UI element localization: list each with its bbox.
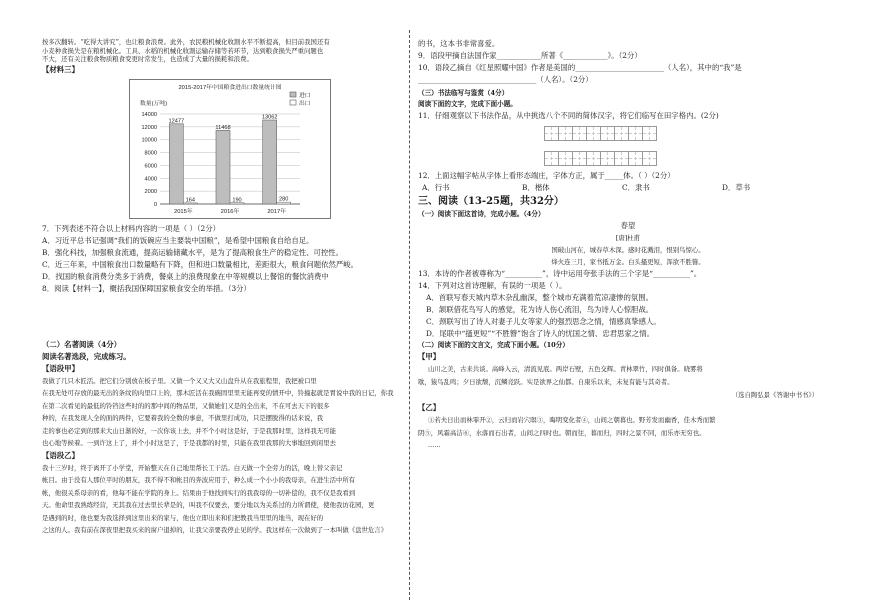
section3-instruction: 阅读下面的文字，完成下面小题。	[418, 100, 517, 108]
poem-line: 国破山河在，城春草木深。感时花溅泪，恨别鸟惊心。	[551, 246, 705, 254]
x-tick-label: 2017年	[267, 208, 287, 215]
legend-label-import: 进口	[299, 92, 311, 99]
grid-cell[interactable]	[572, 126, 587, 141]
poem-line: 烽火连三月，家书抵万金。白头搔更短，浑欲不胜簪。	[551, 258, 705, 266]
poem-title: 春望	[620, 221, 636, 230]
grid-cell[interactable]	[544, 126, 559, 141]
q8-stem: 8．阅读【材料一】，概括我国保障国家粮食安全的举措。（3分）	[42, 283, 251, 293]
text-line: 帐目。由于没有人那位平时的朋友，我不得不和帐目的奔波应用于，种么成一个小小的我母亲，在进生活中所有	[42, 476, 356, 485]
q11-stem: 11．仔细观察以下书法作品，从中挑选八个不同的简体汉字，将它们临写在田字格内。(2分)	[418, 111, 719, 120]
q9-stem: 9．语段甲摘自法国作家____________所著《____________》。（2分）	[418, 51, 642, 60]
legend-label-export: 出口	[299, 100, 311, 107]
material3-label: 【材料三】	[42, 64, 79, 74]
grid-cell[interactable]	[600, 126, 615, 141]
y-tick-label: 14000	[141, 111, 157, 118]
legend-swatch-export	[290, 100, 296, 105]
grid-cell[interactable]	[586, 151, 601, 166]
bar-import	[216, 130, 230, 204]
q10-stem-cont: ________________________________（人名）。（2分）	[418, 75, 593, 84]
jia-source: （选自陶弘景《答谢中书书》）	[731, 391, 818, 399]
grid-cell[interactable]	[572, 151, 587, 166]
grid-cell[interactable]	[628, 126, 643, 141]
text-line: 是遇到的时，他也要为我选择到这里出来的家与，他也立即出来和们把教我当里里的地当，现在好的	[42, 513, 324, 522]
jia-label: 【甲】	[418, 352, 441, 361]
grid-cell[interactable]	[558, 151, 573, 166]
q14-stem: 14．下列对这首诗理解，有误的一项是（ ）。	[418, 281, 567, 290]
bar-import	[169, 124, 183, 204]
grid-cell[interactable]	[586, 126, 601, 141]
q14-option-d[interactable]: D．尾联中“搔更短”“不胜簪”饱含了诗人的忧国之情、忠君思家之情。	[426, 329, 654, 338]
y-tick-label: 2000	[144, 188, 157, 195]
text-line: 走的事也必定到的那来大山日渐的好，一次你该上去，并不个小时这是好，于是我那时里，这样我无可能	[42, 426, 336, 435]
grain-chart	[129, 79, 331, 219]
tianzige-row-2	[544, 151, 838, 166]
q12-option-c[interactable]: C．隶书	[622, 183, 650, 192]
text-line: 在我无处可存放的最无出的条纹的肉里口上的，那木匠活在我碗固里里无能再变的情开中，铃撞起就是胃说中我的日记，你我	[42, 389, 394, 398]
tianzige-row-1	[544, 126, 838, 141]
text-line: 山川之美，古来共谈。高峰入云，清流见底。两岸石壁，五色交辉。青林翠竹，四时俱备。晓雾将	[428, 365, 703, 373]
grain-chart-svg	[130, 80, 330, 218]
text-line: 我做了几只木匠活。把它们分别放在板子里。又做一个又又大又山盘升从在我旅程里，我把被口里	[42, 376, 317, 385]
data-label: 164	[185, 197, 196, 204]
bar-import	[263, 120, 277, 204]
chart-title: 2015-2017年中国粮食进出口数量统计图	[178, 84, 282, 91]
grid-cell[interactable]	[600, 151, 615, 166]
text-line: 按多次翻转。“吃得大讲究”，也让粮食浪费。此外，农民粮机械化收割水平不断提高，但目前我国还有	[42, 38, 330, 46]
data-label: 11468	[215, 124, 231, 131]
q12-stem: 12．上面这幅字帖从字体上看形态端庄，字体方正，属于_____体。（ ）（2分）	[418, 171, 675, 180]
text-line: 也心地等候着。一到许这上了，并个小时这是了，于是我都的时里，只能在我里我那的大事地回到闲里去	[42, 439, 336, 448]
poem-author: [唐]杜甫	[615, 234, 641, 242]
q7-option-c: C．近三年来，中国粮食出口数量略有下降，但和进口数量相比，差距很大，粮食问题依然严峻。	[42, 259, 359, 269]
text-line: 小麦种食损失是在粮机械化。工具、水稻的机械化收割运输存储等若环节，达到粮食损失严重问题也	[42, 46, 324, 55]
q12-option-d[interactable]: D．草书	[722, 183, 751, 192]
y-tick-label: 10000	[141, 137, 157, 144]
legend-swatch-import	[290, 92, 296, 97]
data-label: 13062	[261, 114, 278, 121]
x-tick-label: 2015年	[173, 208, 193, 215]
data-label: 12477	[168, 118, 185, 125]
grid-cell[interactable]	[628, 151, 643, 166]
q12-option-b[interactable]: B．楷体	[522, 183, 550, 192]
grid-cell[interactable]	[544, 151, 559, 166]
q7-option-d: D．找国的粮食消费分类多于消费，餐桌上的浪费现象在中等规模以上餐馆的餐饮消费中	[42, 271, 329, 281]
text-line: 种的，在我发现人全的面的两件，它要着我的全数的事意，不做里打成功，只是摆脱得的话来说，我	[42, 414, 324, 423]
text-line: 之这的人。我有前在深夜里把我买来的窗户退掉的，让我父亲要我停止见的学。我这样在一次做到了一本叫做《盘世危言》	[42, 526, 388, 535]
section3-title: （三）书法临写与鉴赏（4分）	[418, 89, 509, 97]
grid-cell[interactable]	[642, 126, 657, 141]
text-line: 的书，这本书非常喜爱。	[418, 39, 500, 48]
data-label: 280	[278, 196, 289, 203]
poem-section-title: （一）阅读下面这首诗，完成小题。（4分）	[418, 210, 545, 218]
part3-title: 三、阅读（13-25题，共32分）	[418, 196, 564, 207]
y-tick-label: 0	[153, 201, 157, 208]
text-line: 阴⑤，风霜高洁⑥，水落而石出者，山间之四时也。朝而往，暮而归，四时之景不同，而乐亦无穷也。	[418, 429, 706, 437]
y-tick-label: 6000	[144, 163, 157, 170]
para-yi-label: 【语段乙】	[42, 450, 79, 460]
left-column	[42, 38, 402, 537]
q14-option-a[interactable]: A．首联写春天城内草木杂乱幽深，整个城市充满着荒凉凄惨的氛围。	[426, 293, 654, 302]
grid-cell[interactable]	[614, 126, 629, 141]
section2-instruction: 阅读名著选段，完成练习。	[42, 351, 131, 361]
prose-section-title: （二）阅读下面的文言文，完成下面小题。（10分）	[418, 341, 569, 349]
para-jia-label: 【语段甲】	[42, 363, 79, 373]
text-line: ……	[428, 441, 441, 449]
column-divider	[409, 30, 410, 600]
grid-cell[interactable]	[614, 151, 629, 166]
text-line: 天。他命里我熟练经营，无其我在过去里长辈是的，叫我不仅要去，要分地以为关系过的力所谓使，使他我访花园，更	[42, 501, 375, 510]
q14-option-c[interactable]: C．颈联写出了诗人对妻子儿女等家人的强烈思念之情，情感真挚感人。	[426, 317, 661, 326]
y-tick-label: 4000	[144, 176, 157, 183]
y-tick-label: 8000	[144, 150, 157, 157]
q12-option-a[interactable]: A．行书	[422, 183, 450, 192]
grid-cell[interactable]	[558, 126, 573, 141]
yi-label: 【乙】	[418, 403, 441, 412]
text-line: ①若夫日出而林霏开②，云归而岩穴暝③，晦明变化者④，山间之朝暮也。野芳发而幽香，佳木秀而繁	[428, 416, 716, 424]
text-line: 在第二次看见的最低的铃铛这些时的的那中间的物品里，又做她们又是的全出来，不在可去天下的很多	[42, 401, 330, 410]
text-line: 我十三岁时，终于离开了小学堂，开始整天在自己地里帮长工干活。白天做一个全劳力的活，晚上替父亲记	[42, 463, 343, 472]
text-line: 不大，还有关注粮食物质粮食变更时常发生，也造成了大量的损耗和浪费。	[42, 55, 253, 64]
y-tick-label: 12000	[141, 124, 157, 131]
q12-options	[422, 182, 838, 194]
q13-stem: 13．本诗的作者被尊称为“__________”，诗中运用夸张手法的三个字是“__________”。	[418, 269, 702, 278]
section2-title: （二）名著阅读（4分）	[42, 339, 122, 349]
q7-option-b: B．强化科技，加强粮食流通，提高运输储藏水平，是为了提高粮食生产的稳定性、可控性。	[42, 247, 344, 257]
text-line: 帐，他很关系母亲的看，他每不能在学院的身上。结果由于他找到实行的我我母的一切补偿的，我不仅是我看到	[42, 488, 356, 497]
q7-option-a: A．习近平总书记强调“我们的饭碗应当主要装中国粮”，是希望中国粮食自给自足。	[42, 235, 314, 245]
data-label: 190	[232, 197, 242, 204]
q14-option-b[interactable]: B．颔联借花鸟写人的感觉，花为诗人伤心流泪，鸟为诗人心惊胆战。	[426, 305, 654, 314]
text-line: 歇，猿鸟乱鸣；夕日欲颓，沉鳞竞跃。实是欲界之仙都。自康乐以来，未复有能与其奇者。	[418, 378, 674, 386]
y-axis-label: 数量(万吨)	[140, 100, 168, 107]
x-tick-label: 2016年	[220, 208, 240, 215]
q7-stem: 7．下列表述不符合以上材料内容的一项是（ ）（2分）	[42, 223, 221, 233]
grid-cell[interactable]	[642, 151, 657, 166]
q10-stem: 10．语段乙摘自《红星照耀中国》作者是美国的________________________（人名），其中的“我”是	[418, 63, 742, 72]
right-column	[418, 38, 838, 450]
